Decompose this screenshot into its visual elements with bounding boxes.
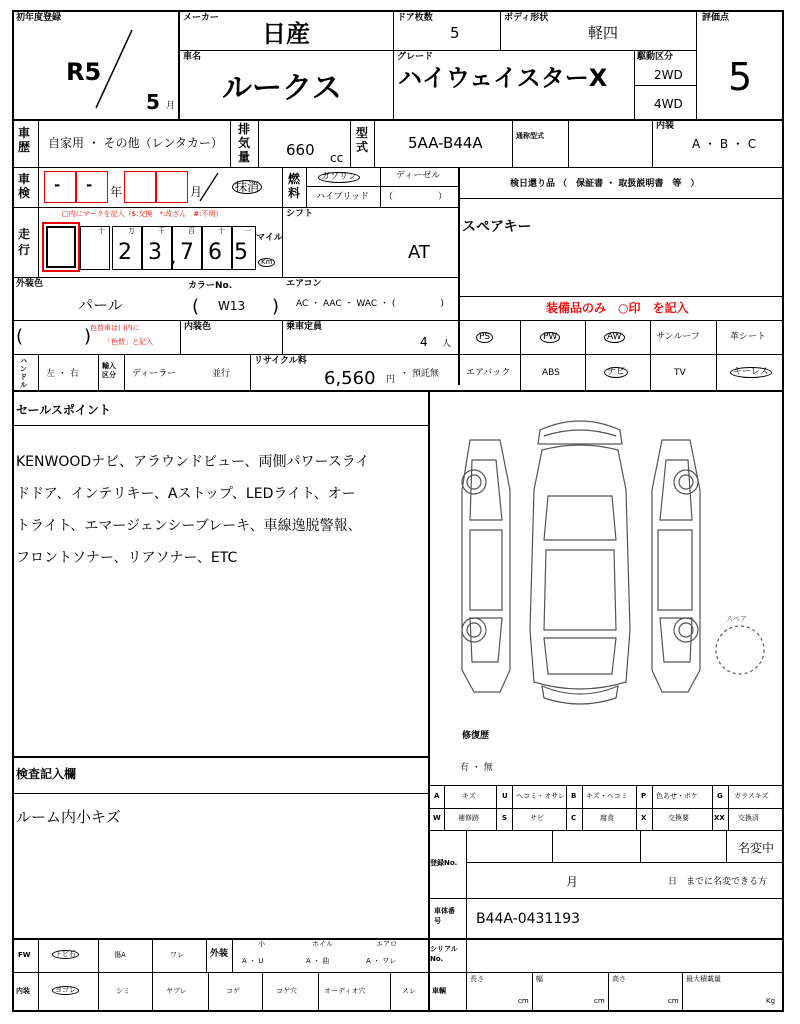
legend-code: B: [571, 792, 577, 800]
maker: 日産: [262, 20, 310, 48]
int-item: コゲ穴: [276, 987, 297, 995]
handle-value: 左 ・ 右: [46, 369, 79, 379]
capacity-unit: 人: [442, 339, 452, 349]
mileage-note: □内にマークを記入（$:交換 *:改ざん #:不明）: [62, 210, 223, 218]
drive-4wd: 4WD: [654, 97, 683, 111]
unit-header: 十: [98, 227, 105, 235]
serial-label: シリアルNo.: [430, 945, 458, 963]
notes-label: 検査記入欄: [16, 767, 77, 781]
exterior-color: パール: [78, 296, 123, 314]
legend-desc: 腐食: [600, 814, 614, 822]
model-label: 型式: [356, 126, 369, 154]
inspection-label: 車検: [18, 172, 31, 200]
fw-item: トビ石: [52, 950, 79, 959]
int-item: ヤブレ: [166, 987, 187, 995]
handle-label: ハンドル: [20, 357, 27, 389]
interior-color-label: 内装色: [184, 322, 212, 332]
chassis-number: B44A-0431193: [476, 911, 581, 927]
spare-label: スペア: [726, 615, 747, 623]
displacement-value: 660: [286, 141, 315, 159]
legend-desc: ガラスキズ: [734, 792, 769, 800]
color-no: W13: [218, 299, 246, 313]
capacity-value: 4: [420, 335, 428, 349]
legend-code: A: [434, 792, 440, 800]
legend-code: W: [433, 814, 441, 822]
mileage-label: 走行: [18, 227, 31, 257]
aero-value: A ・ ワレ: [366, 957, 397, 965]
body-label: ボディ形状: [504, 13, 549, 23]
small-label: 小: [258, 940, 265, 948]
int-item: ヨゴレ: [52, 986, 79, 995]
insp-dash-2: -: [86, 176, 93, 194]
reg-month-unit: 月: [166, 101, 176, 111]
repair-history-label: 修復歴: [462, 731, 490, 741]
grade-label: グレード: [397, 52, 434, 62]
reg-no-label: 登録No.: [430, 859, 458, 867]
size-label: 車輌: [432, 987, 446, 995]
odometer-digit: 2: [118, 240, 132, 265]
legend-code: S: [502, 814, 508, 822]
aircon-label: エアコン: [286, 279, 322, 289]
car-name-label: 車名: [183, 52, 202, 62]
legend-code: XX: [714, 814, 725, 822]
fw-item: ワレ: [170, 951, 184, 959]
sales-label: セールスポイント: [16, 403, 111, 417]
fuel-label: 燃料: [288, 172, 301, 200]
sales-line: ドドア、インテリキー、Aストップ、LEDライト、オー: [16, 486, 356, 502]
unit-header: 万: [128, 227, 135, 235]
width-label: 幅: [536, 975, 543, 983]
equip-tv: TV: [674, 368, 686, 378]
exterior-label: 外装: [210, 949, 229, 959]
equip-leather: 革シート: [730, 332, 767, 342]
equip-pw: PW: [540, 332, 560, 343]
equip-abs: ABS: [542, 368, 560, 378]
equip-sunroof: サンルーフ: [656, 332, 700, 342]
legend-code: G: [717, 792, 723, 800]
legend-code: P: [641, 792, 647, 800]
sales-line: フロントソナー、リアソナー、ETC: [16, 550, 238, 566]
color-change-note-1: 色替車は( )内に: [90, 324, 140, 332]
legend-desc: 補修跡: [458, 814, 479, 822]
displacement-label: 排気量: [238, 122, 251, 164]
recycle-label: リサイクル料: [254, 356, 307, 366]
parallel-option: 並行: [212, 369, 231, 379]
equip-airbag: エアバック: [466, 368, 511, 378]
fw-item: 傷A: [114, 951, 126, 959]
legend-desc: キズ・ヘコミ: [586, 792, 628, 800]
small-value: A ・ U: [242, 957, 264, 965]
fuel-diesel: ディーゼル: [396, 171, 441, 181]
recycle-unit: 円: [386, 375, 396, 385]
fuel-paren: （ ）: [384, 192, 448, 202]
equipment-title: 装備品のみ ○印 を記入: [546, 301, 689, 315]
grade: ハイウェイスターX: [398, 64, 608, 92]
wheel-label: ホイル: [312, 940, 333, 948]
legend-code: U: [502, 792, 508, 800]
recycle-fee: 6,560: [324, 368, 376, 389]
wheel-value: A ・ 曲: [306, 957, 330, 965]
height-unit: cm: [668, 997, 679, 1005]
sales-line: トライト、エマージェンシーブレーキ、車線逸脱警報、: [16, 518, 362, 534]
doors: 5: [450, 24, 460, 42]
reg-month: 5: [146, 90, 160, 114]
length-label: 長さ: [470, 975, 484, 983]
odometer-digit: 6: [208, 240, 222, 265]
legend-desc: 色あせ・ボケ: [656, 792, 698, 800]
unit-header: 十: [218, 227, 225, 235]
doors-label: ドア枚数: [397, 13, 433, 23]
history-value: 自家用 ・ その他（レンタカー）: [48, 136, 223, 150]
drive-label: 駆動区分: [637, 52, 674, 62]
interior-label: 内装: [656, 121, 675, 131]
color-no-label: カラーNo.: [188, 281, 233, 291]
spare-key-note: スペアキー: [462, 219, 532, 235]
reg-year-label: 初年度登録: [16, 13, 62, 23]
int-item: コゲ: [226, 987, 240, 995]
aero-label: エアロ: [376, 940, 397, 948]
insp-year-unit: 年: [110, 185, 123, 199]
km-label: Km: [258, 258, 275, 267]
equip-navi: ナビ: [604, 367, 628, 378]
interior-label-bottom: 内装: [16, 987, 30, 995]
name-change: 名変中: [738, 841, 775, 855]
shift-value: AT: [408, 242, 430, 263]
reg-day-note: 日 までに名変できる方: [668, 877, 768, 887]
legend-code: C: [571, 814, 577, 822]
int-item: シミ: [116, 987, 130, 995]
fuel-gas: ガソリン: [318, 172, 360, 183]
documents: 検日還り品 （ 保証書 ・ 取扱説明書 等 ）: [510, 179, 700, 189]
weight-unit: Kg: [766, 997, 776, 1005]
mile-label: マイル: [256, 233, 283, 243]
dealer-option: ディーラー: [132, 369, 177, 379]
deposit-note: ・ 預託無: [400, 369, 439, 379]
insp-month-unit: 月: [190, 185, 203, 199]
import-label: 輸入区分: [102, 362, 116, 379]
equip-keyless: キーレス: [730, 367, 772, 378]
car-diagram: [440, 400, 780, 720]
displacement-unit: cc: [330, 151, 344, 165]
legend-desc: 交換済: [738, 814, 759, 822]
width-unit: cm: [594, 997, 605, 1005]
aircon-value: AC ・ AAC ・ WAC ・ ( ): [296, 299, 444, 309]
sales-line: KENWOODナビ、アラウンドビュー、両側パワースライ: [16, 454, 370, 470]
model-value: 5AA-B44A: [408, 134, 483, 152]
body: 軽四: [588, 24, 619, 42]
history-label: 車歴: [18, 126, 31, 154]
drive-2wd: 2WD: [654, 68, 683, 82]
repair-history-value: 有 ・ 無: [460, 763, 493, 773]
legend-desc: サビ: [530, 814, 544, 822]
weight-label: 最大積載量: [686, 975, 721, 983]
fuel-hybrid: ハイブリッド: [316, 192, 370, 202]
odometer-digit: 7: [180, 240, 194, 265]
shift-label: シフト: [286, 209, 314, 219]
equip-aw: AW: [604, 332, 625, 343]
int-item: スレ: [402, 987, 416, 995]
length-unit: cm: [518, 997, 529, 1005]
fw-label: FW: [18, 951, 31, 959]
legend-desc: キズ: [462, 792, 476, 800]
legend-code: X: [641, 814, 647, 822]
equip-ps: PS: [476, 332, 493, 343]
insp-dash-1: -: [54, 176, 61, 194]
reg-month-unit: 月: [566, 875, 579, 889]
odometer-digit: 5: [234, 240, 248, 265]
legend-desc: 交換要: [668, 814, 689, 822]
slash-mark: [90, 28, 140, 110]
exterior-color-label: 外装色: [16, 279, 44, 289]
color-change-note-2: 「色替」と記入: [104, 338, 153, 346]
legend-desc: ヘコミ・オサレ: [516, 792, 565, 800]
common-model-label: 通称型式: [516, 132, 544, 140]
notes-value: ルーム内小キズ: [16, 808, 121, 826]
car-name: ルークス: [222, 71, 342, 106]
odometer-digit: 3: [148, 240, 162, 265]
unit-header: 一: [244, 227, 251, 235]
score-label: 評価点: [702, 13, 730, 23]
unit-header: 百: [188, 227, 195, 235]
score: 5: [728, 55, 753, 99]
height-label: 高さ: [612, 975, 626, 983]
unit-header: 千: [158, 227, 165, 235]
maker-label: メーカー: [183, 13, 219, 23]
int-item: オーディオ穴: [324, 987, 366, 995]
chassis-label: 車体番号: [434, 907, 455, 925]
interior-grades: A ・ B ・ C: [692, 137, 757, 151]
insp-status: 抹消: [232, 180, 262, 194]
reg-year: R5: [66, 58, 102, 86]
capacity-label: 乗車定員: [286, 322, 323, 332]
odometer-comma: ,: [170, 244, 177, 268]
sales-points: [16, 446, 426, 574]
